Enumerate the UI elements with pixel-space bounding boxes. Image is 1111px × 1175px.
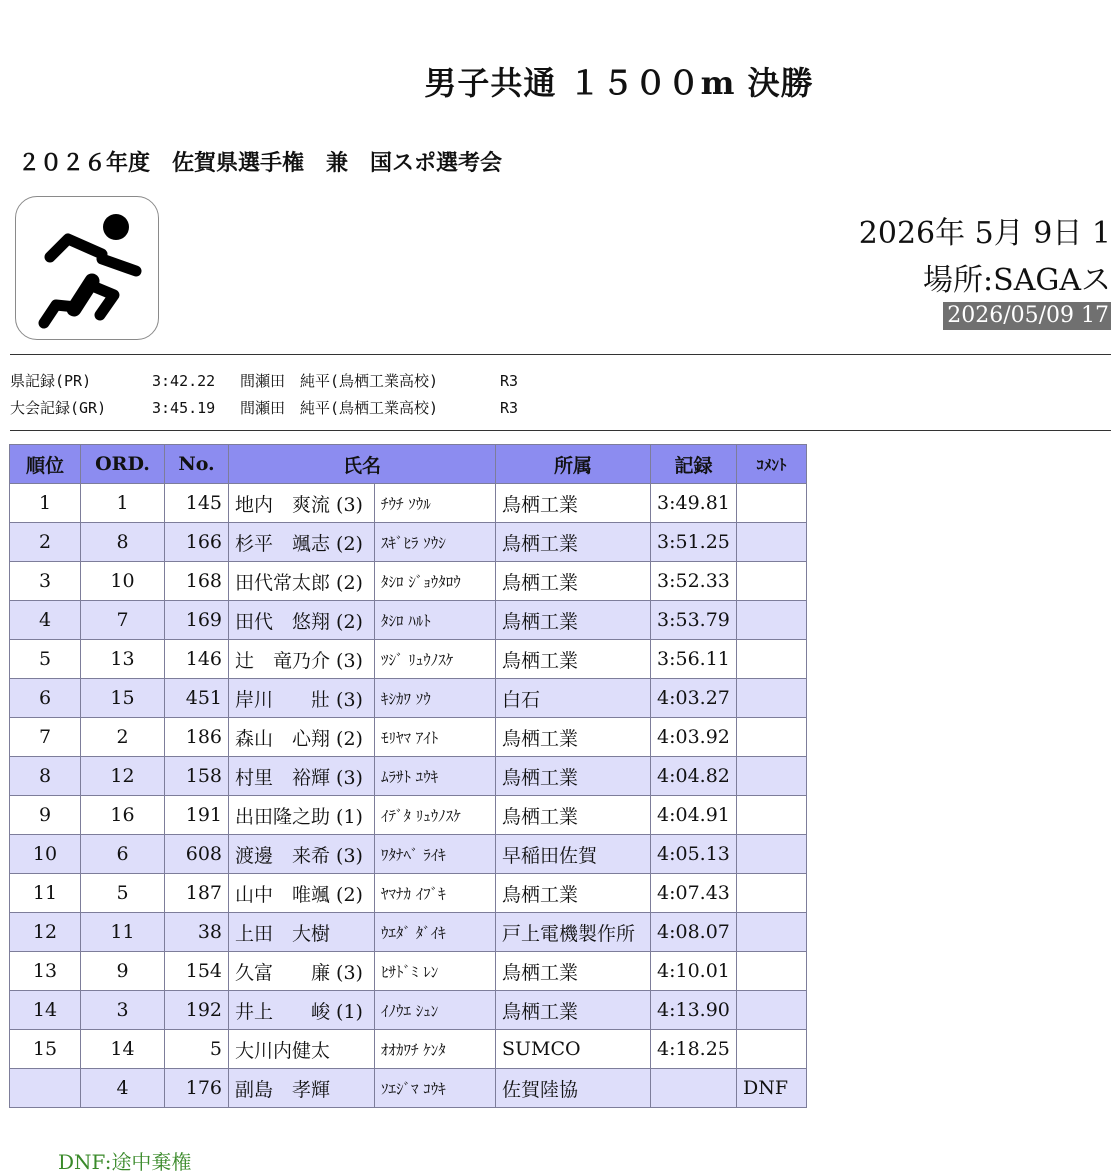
ord-cell: 3 [81, 991, 165, 1030]
table-header-row [10, 445, 807, 484]
team-cell: 鳥栖工業 [496, 991, 651, 1030]
footnote: DNF:途中棄権 [58, 1150, 192, 1174]
name-cell: 渡邊 来希 (3) [229, 835, 375, 874]
team-cell: 戸上電機製作所 [496, 913, 651, 952]
comment-cell [737, 796, 807, 835]
record-cell: 4:03.27 [651, 679, 737, 718]
divider [10, 354, 1111, 355]
rank-cell [10, 1069, 81, 1108]
table-row [10, 484, 807, 523]
rank-cell: 2 [10, 523, 81, 562]
name-cell: 田代常太郎 (2) [229, 562, 375, 601]
kana-cell: ﾋｻﾄﾞﾐ ﾚﾝ [375, 952, 496, 991]
number-cell: 38 [165, 913, 229, 952]
ord-cell: 16 [81, 796, 165, 835]
header-record: 記録 [651, 445, 737, 484]
name-cell: 地内 爽流 (3) [229, 484, 375, 523]
ord-cell: 2 [81, 718, 165, 757]
kana-cell: ｿｴｼﾞﾏ ｺｳｷ [375, 1069, 496, 1108]
rank-cell: 5 [10, 640, 81, 679]
updated-timestamp: 2026/05/09 17 [943, 302, 1111, 330]
number-cell: 166 [165, 523, 229, 562]
number-cell: 191 [165, 796, 229, 835]
number-cell: 169 [165, 601, 229, 640]
kana-cell: ﾀｼﾛ ｼﾞｮｳﾀﾛｳ [375, 562, 496, 601]
comment-cell [737, 991, 807, 1030]
rank-cell: 12 [10, 913, 81, 952]
record-label: 大会記録(GR) [10, 399, 107, 417]
rank-cell: 6 [10, 679, 81, 718]
rank-cell: 8 [10, 757, 81, 796]
table-row [10, 1069, 807, 1108]
name-cell: 田代 悠翔 (2) [229, 601, 375, 640]
rank-cell: 3 [10, 562, 81, 601]
team-cell: 鳥栖工業 [496, 523, 651, 562]
team-cell: 鳥栖工業 [496, 601, 651, 640]
ord-cell: 5 [81, 874, 165, 913]
team-cell: 白石 [496, 679, 651, 718]
name-cell: 森山 心翔 (2) [229, 718, 375, 757]
event-venue: 場所:SAGAス [923, 263, 1111, 298]
table-row [10, 718, 807, 757]
comment-cell [737, 952, 807, 991]
kana-cell: ﾑﾗｻﾄ ﾕｳｷ [375, 757, 496, 796]
ord-cell: 9 [81, 952, 165, 991]
rank-cell: 13 [10, 952, 81, 991]
kana-cell: ﾂｼﾞ ﾘｭｳﾉｽｹ [375, 640, 496, 679]
rank-cell: 1 [10, 484, 81, 523]
ord-cell: 14 [81, 1030, 165, 1069]
comment-cell [737, 601, 807, 640]
table-row [10, 1030, 807, 1069]
header-team: 所属 [496, 445, 651, 484]
number-cell: 176 [165, 1069, 229, 1108]
rank-cell: 15 [10, 1030, 81, 1069]
divider [10, 430, 1111, 431]
record-cell: 3:56.11 [651, 640, 737, 679]
running-person-icon [15, 196, 159, 340]
name-cell: 上田 大樹 [229, 913, 375, 952]
ord-cell: 10 [81, 562, 165, 601]
ord-cell: 4 [81, 1069, 165, 1108]
event-date: 2026年 5月 9日 1 [858, 216, 1111, 251]
team-cell: 佐賀陸協 [496, 1069, 651, 1108]
ord-cell: 13 [81, 640, 165, 679]
record-cell: 4:08.07 [651, 913, 737, 952]
ord-cell: 15 [81, 679, 165, 718]
kana-cell: ﾓﾘﾔﾏ ｱｲﾄ [375, 718, 496, 757]
record-cell: 4:07.43 [651, 874, 737, 913]
header-no: No. [165, 445, 229, 484]
kana-cell: ｲﾃﾞﾀ ﾘｭｳﾉｽｹ [375, 796, 496, 835]
record-cell: 3:51.25 [651, 523, 737, 562]
name-cell: 村里 裕輝 (3) [229, 757, 375, 796]
table-row [10, 835, 807, 874]
comment-cell [737, 913, 807, 952]
results-table [9, 444, 807, 1108]
record-cell: 4:18.25 [651, 1030, 737, 1069]
kana-cell: ｷｼｶﾜ ｿｳ [375, 679, 496, 718]
comment-cell [737, 1030, 807, 1069]
comment-cell: DNF [737, 1069, 807, 1108]
record-cell: 3:49.81 [651, 484, 737, 523]
table-row [10, 796, 807, 835]
comment-cell [737, 640, 807, 679]
number-cell: 145 [165, 484, 229, 523]
kana-cell: ﾔﾏﾅｶ ｲﾌﾞｷ [375, 874, 496, 913]
kana-cell: ｽｷﾞﾋﾗ ｿｳｼ [375, 523, 496, 562]
name-cell: 杉平 颯志 (2) [229, 523, 375, 562]
name-cell: 辻 竜乃介 (3) [229, 640, 375, 679]
header-rank: 順位 [10, 445, 81, 484]
number-cell: 154 [165, 952, 229, 991]
record-cell: 4:03.92 [651, 718, 737, 757]
table-row [10, 562, 807, 601]
name-cell: 山中 唯颯 (2) [229, 874, 375, 913]
table-row [10, 601, 807, 640]
number-cell: 608 [165, 835, 229, 874]
team-cell: 鳥栖工業 [496, 796, 651, 835]
record-cell [651, 1069, 737, 1108]
record-holder: 間瀬田 純平(鳥栖工業高校) [240, 372, 439, 390]
record-row [10, 397, 518, 424]
record-cell: 3:53.79 [651, 601, 737, 640]
name-cell: 井上 峻 (1) [229, 991, 375, 1030]
rank-cell: 11 [10, 874, 81, 913]
team-cell: 鳥栖工業 [496, 640, 651, 679]
rank-cell: 7 [10, 718, 81, 757]
header-ord: ORD. [81, 445, 165, 484]
comment-cell [737, 562, 807, 601]
ord-cell: 1 [81, 484, 165, 523]
table-row [10, 874, 807, 913]
number-cell: 187 [165, 874, 229, 913]
record-cell: 4:04.82 [651, 757, 737, 796]
number-cell: 192 [165, 991, 229, 1030]
page-title: 男子共通 １５００m 決勝 [424, 64, 814, 102]
team-cell: 鳥栖工業 [496, 952, 651, 991]
kana-cell: ｲﾉｳｴ ｼｭﾝ [375, 991, 496, 1030]
record-cell: 4:05.13 [651, 835, 737, 874]
ord-cell: 8 [81, 523, 165, 562]
number-cell: 451 [165, 679, 229, 718]
meet-name: ２０２６年度 佐賀県選手権 兼 国スポ選考会 [18, 150, 503, 176]
number-cell: 146 [165, 640, 229, 679]
record-cell: 4:10.01 [651, 952, 737, 991]
record-label: 県記録(PR) [10, 372, 92, 390]
table-row [10, 991, 807, 1030]
rank-cell: 14 [10, 991, 81, 1030]
record-cell: 4:04.91 [651, 796, 737, 835]
name-cell: 出田隆之助 (1) [229, 796, 375, 835]
team-cell: 鳥栖工業 [496, 874, 651, 913]
comment-cell [737, 835, 807, 874]
table-row [10, 679, 807, 718]
team-cell: 鳥栖工業 [496, 757, 651, 796]
record-row [10, 370, 518, 397]
kana-cell: ﾀｼﾛ ﾊﾙﾄ [375, 601, 496, 640]
name-cell: 大川内健太 [229, 1030, 375, 1069]
record-holder: 間瀬田 純平(鳥栖工業高校) [240, 399, 439, 417]
ord-cell: 6 [81, 835, 165, 874]
table-row [10, 757, 807, 796]
kana-cell: ｳｴﾀﾞ ﾀﾞｲｷ [375, 913, 496, 952]
number-cell: 158 [165, 757, 229, 796]
table-row [10, 523, 807, 562]
comment-cell [737, 757, 807, 796]
team-cell: 鳥栖工業 [496, 718, 651, 757]
record-time: 3:45.19 [152, 399, 216, 417]
team-cell: 鳥栖工業 [496, 484, 651, 523]
comment-cell [737, 874, 807, 913]
header-name: 氏名 [229, 445, 496, 484]
team-cell: 鳥栖工業 [496, 562, 651, 601]
record-year: R3 [500, 372, 519, 390]
number-cell: 168 [165, 562, 229, 601]
kana-cell: ﾁｳﾁ ｿｳﾙ [375, 484, 496, 523]
record-cell: 4:13.90 [651, 991, 737, 1030]
ord-cell: 11 [81, 913, 165, 952]
rank-cell: 9 [10, 796, 81, 835]
table-row [10, 952, 807, 991]
kana-cell: ﾜﾀﾅﾍﾞ ﾗｲｷ [375, 835, 496, 874]
team-cell: 早稲田佐賀 [496, 835, 651, 874]
records-section [10, 370, 518, 424]
name-cell: 岸川 壯 (3) [229, 679, 375, 718]
number-cell: 5 [165, 1030, 229, 1069]
name-cell: 久富 廉 (3) [229, 952, 375, 991]
rank-cell: 10 [10, 835, 81, 874]
ord-cell: 7 [81, 601, 165, 640]
team-cell: SUMCO [496, 1030, 651, 1069]
comment-cell [737, 718, 807, 757]
table-row [10, 913, 807, 952]
record-time: 3:42.22 [152, 372, 216, 390]
header-comment: ｺﾒﾝﾄ [737, 445, 807, 484]
table-row [10, 640, 807, 679]
rank-cell: 4 [10, 601, 81, 640]
record-year: R3 [500, 399, 519, 417]
name-cell: 副島 孝輝 [229, 1069, 375, 1108]
kana-cell: ｵｵｶﾜﾁ ｹﾝﾀ [375, 1030, 496, 1069]
comment-cell [737, 484, 807, 523]
ord-cell: 12 [81, 757, 165, 796]
comment-cell [737, 523, 807, 562]
record-cell: 3:52.33 [651, 562, 737, 601]
number-cell: 186 [165, 718, 229, 757]
comment-cell [737, 679, 807, 718]
